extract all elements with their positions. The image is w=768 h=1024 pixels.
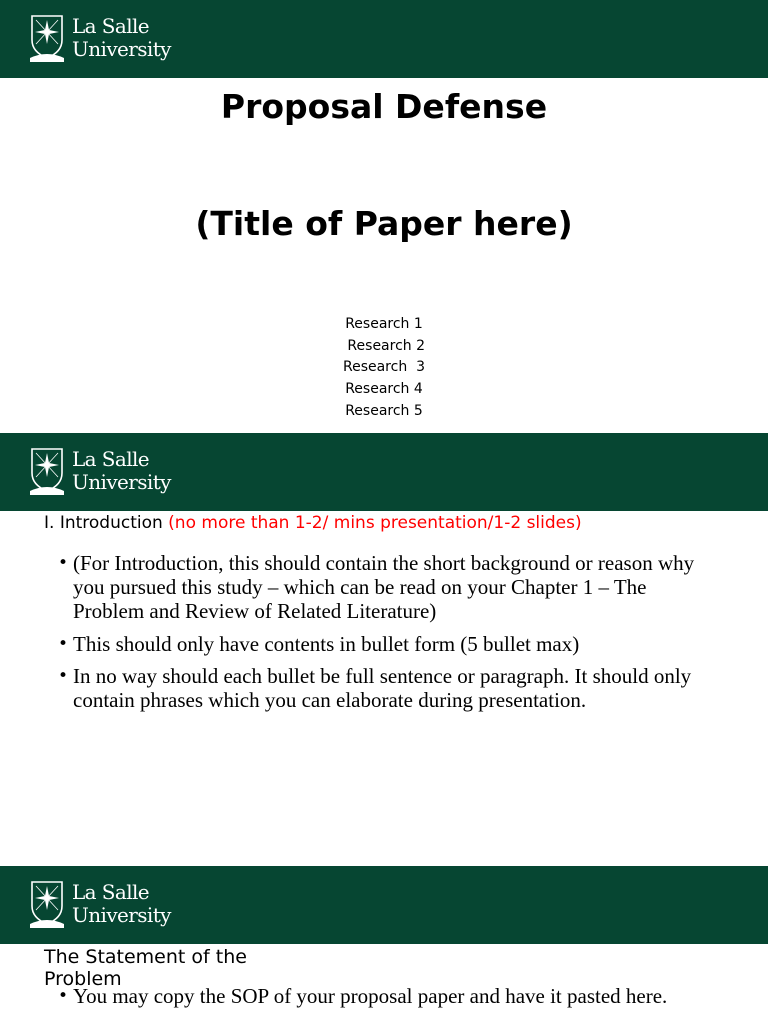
researcher-name: Research 2 (342, 337, 426, 354)
la-salle-logo (28, 878, 178, 934)
list-item: • In no way should each bullet be full sentence or paragraph. It should only contain phrases which you can elaborate during presentation. (58, 664, 718, 712)
researcher-name: Research 1 (345, 316, 423, 332)
la-salle-crest-icon (28, 445, 66, 497)
wordmark-line-2: University (72, 903, 171, 927)
la-salle-logo (28, 12, 178, 68)
researcher-name: Research 5 (345, 402, 423, 419)
section-heading-label: I. Introduction (44, 513, 169, 533)
list-item: • (For Introduction, this should contain the short background or reason why you pursued this study – which can be read on your Chapter 1 – The Problem and Review of Related Literature) (58, 551, 718, 623)
researcher-name: Research 3 (342, 359, 426, 376)
section-heading: The Statement of the Problem (44, 946, 247, 990)
paper-title-placeholder: (Title of Paper here) (195, 204, 573, 243)
wordmark-line-1: La Salle (72, 880, 150, 904)
researcher-name: Research 4 (345, 381, 423, 398)
list-item: • You may copy the SOP of your proposal paper and have it pasted here. (58, 984, 718, 1008)
university-wordmark (72, 448, 171, 494)
slide-title: Proposal Defense (220, 87, 548, 126)
header-banner (0, 866, 768, 944)
wordmark-line-2: University (72, 37, 171, 61)
wordmark-line-1: La Salle (72, 14, 150, 38)
la-salle-crest-icon (28, 12, 66, 64)
header-banner (0, 0, 768, 78)
bullet-list (58, 984, 718, 1017)
researchers-list (0, 314, 768, 422)
section-heading (44, 513, 582, 533)
header-banner (0, 433, 768, 511)
la-salle-logo (28, 445, 178, 501)
wordmark-line-1: La Salle (72, 447, 150, 471)
bullet-list (58, 551, 718, 721)
section-heading-note: (no more than 1-2/ mins presentation/1-2 slides) (168, 513, 582, 533)
la-salle-crest-icon (28, 878, 66, 930)
university-wordmark (72, 15, 171, 61)
university-wordmark (72, 881, 171, 927)
wordmark-line-2: University (72, 470, 171, 494)
list-item: • This should only have contents in bullet form (5 bullet max) (58, 632, 718, 656)
